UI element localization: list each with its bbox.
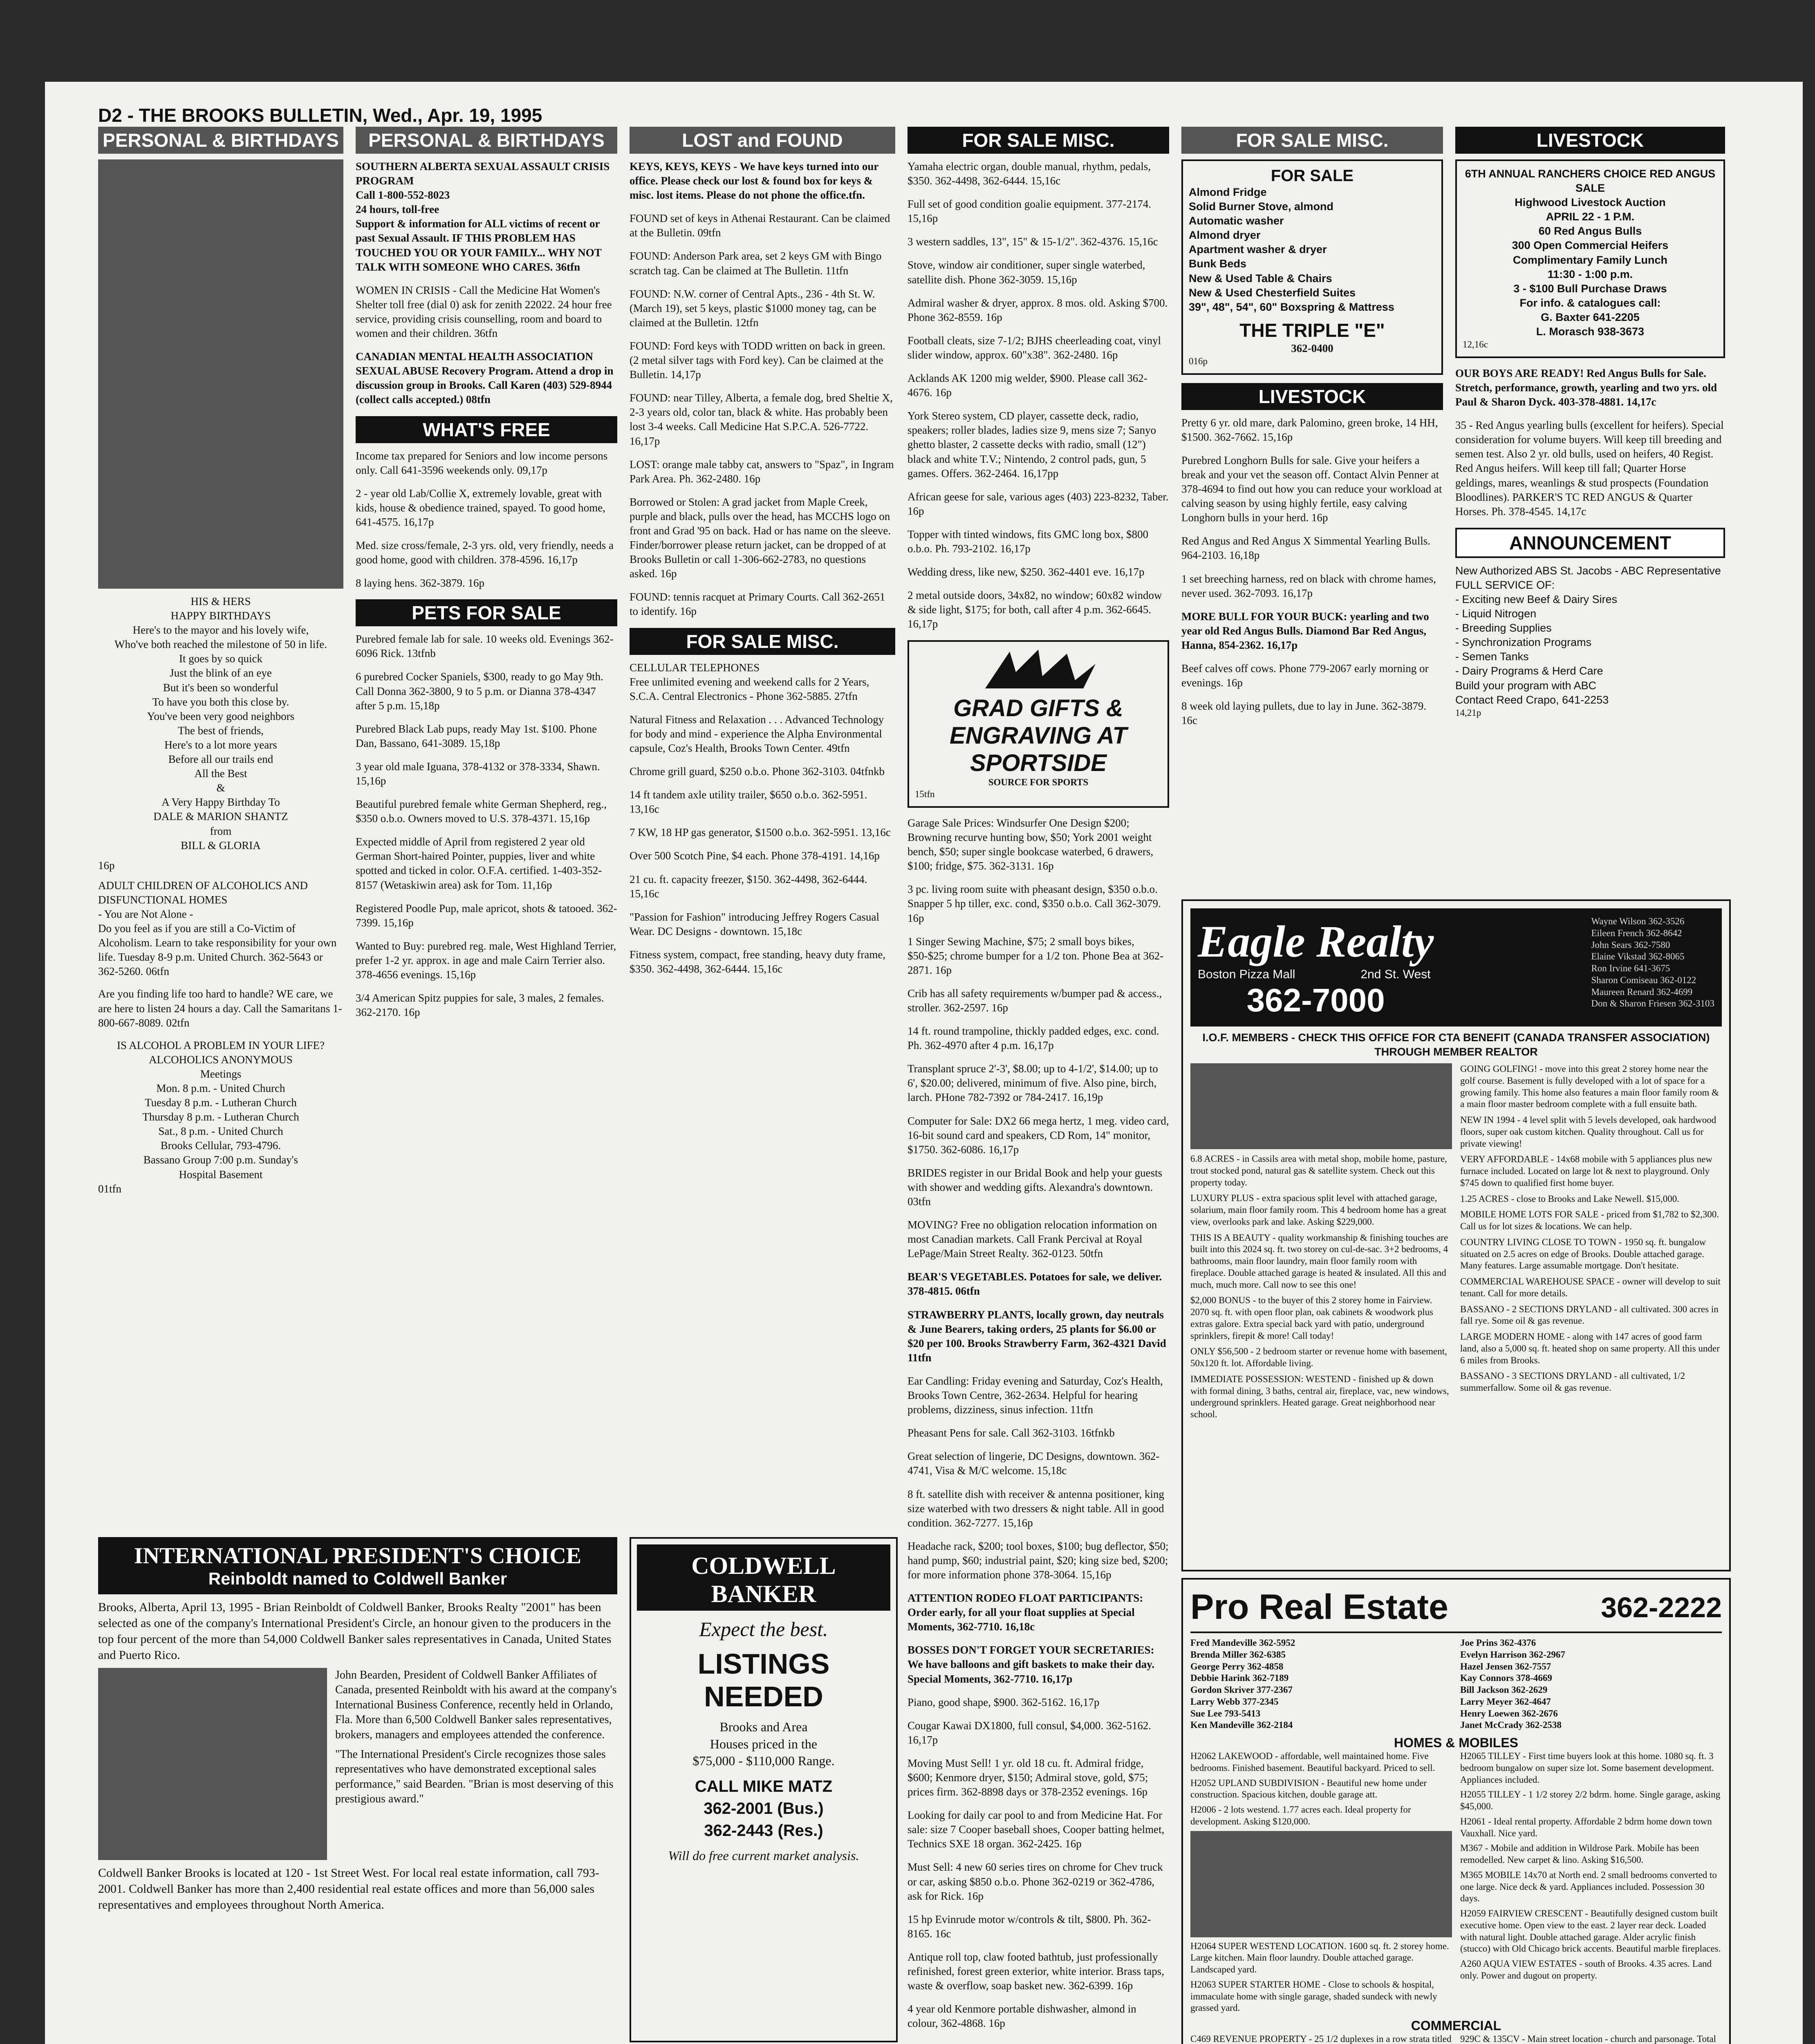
classified-ad: Acklands AK 1200 mig welder, $900. Please call 362-4676. 16p [908, 372, 1147, 399]
header-for-sale-2: FOR SALE MISC. [1181, 127, 1443, 154]
classified-ad: Computer for Sale: DX2 66 mega hertz, 1 meg. video card, 16-bit sound card and speakers, CD Rom, 14" monitor, $1750. 362-6086. 16,17p [908, 1114, 1169, 1156]
classified-ad: OUR BOYS ARE READY! Red Angus Bulls for Sale. Stretch, performance, growth, yearling and two yrs. old Paul & Sharon Dyck. 403-378-4881. 14,17c [1455, 367, 1717, 408]
classified-ad: SOUTHERN ALBERTA SEXUAL ASSAULT CRISIS PROGRAM Call 1-800-552-8023 24 hours, toll-free Support & information for ALL victims of recent or past Sexual Assault. IF THIS PROBLEM HAS TOUCHED YOU OR YOUR FAMILY... WHY NOT TALK WITH SOMEONE WHO CARES. 36tfn [356, 160, 610, 273]
classified-ad: Pretty 6 yr. old mare, dark Palomino, green broke, 14 HH, $1500. 362-7662. 15,16p [1181, 416, 1438, 443]
classified-ad: WOMEN IN CRISIS - Call the Medicine Hat Women's Shelter toll free (dial 0) ask for zenith 22022. 24 hour free service, providing crisis counselling, room and board to women and their children. 36tfn [356, 284, 612, 340]
classified-ad: Beef calves off cows. Phone 779-2067 early morning or evenings. 16p [1181, 662, 1429, 689]
classified-ad: Antique roll top, claw footed bathtub, just professionally refinished, forest green exterior, white interior. Brass taps, waste & overflow, soap basket new. 362-6399. 16p [908, 1950, 1164, 1992]
listing: A260 AQUA VIEW ESTATES - south of Brooks. 4.35 acres. Land only. Power and dugout on property. [1460, 1959, 1712, 1981]
classified-ad: BEAR'S VEGETABLES. Potatoes for sale, we deliver. 378-4815. 06tfn [908, 1271, 1162, 1298]
classified-ad: 1 set breeching harness, red on black with chrome hames, never used. 362-7093. 16,17p [1181, 572, 1436, 599]
listing: H2059 FAIRVIEW CRESCENT - Beautifully designed custom built executive home. Open view to the east. 2 layer rear deck. Loaded with natural light. Double attached garage. Alder acrylic finish (stucco) with Old Chicago brick accents. Beautiful marble fireplaces. [1460, 1908, 1721, 1954]
classified-ad: Garage Sale Prices: Windsurfer One Design $200; Browning recurve hunting bow, $50; York 2001 weight bench, $50; super single bookcase waterbed, 6 drawers, $100; fridge, $75. 362-3131. 16p [908, 816, 1154, 872]
coldwell-tagline: Expect the best. [699, 1618, 828, 1641]
classified-ad: Topper with tinted windows, fits GMC long box, $800 o.b.o. Ph. 793-2102. 16,17p [908, 528, 1149, 555]
classified-ad: Registered Poodle Pup, male apricot, shots & tatooed. 362-7399. 15,16p [356, 902, 617, 929]
classified-ad: 2 metal outside doors, 34x82, no window; 60x82 window & side light, $175; for both, call after 4 p.m. 362-6645. 16,17p [908, 589, 1162, 630]
president-body-1: John Bearden, President of Coldwell Banker Affiliates of Canada, presented Reinboldt with his award at the company's International Business Conference, recently held in Orlando, Fla. More than 6,500 Coldwell Banker sales representatives, brokers, managers and employees attended the conference. [335, 1669, 617, 1741]
classified-ad: STRAWBERRY PLANTS, locally grown, day neutrals & June Bearers, taking orders, 25 plants for $6.00 or $20 per 100. Brooks Strawberry Farm, 362-4321 David 11tfn [908, 1308, 1166, 1364]
listing: COMMERCIAL WAREHOUSE SPACE - owner will develop to suit tenant. Call for more details. [1460, 1276, 1721, 1298]
ranchers-choice-text: 6TH ANNUAL RANCHERS CHOICE RED ANGUS SALE Highwood Livestock Auction APRIL 22 - 1 P.M. 60 Red Angus Bulls 300 Open Commercial Heifers Complimentary Family Lunch 11:30 - 1:00 p.m. 3 - $100 Bull Purchase Draws For info. & catalogues call: G. Baxter 641-2205 L. Morasch 938-3673 [1465, 168, 1716, 338]
reinboldt-photo [98, 1668, 327, 1860]
listing: BASSANO - 3 SECTIONS DRYLAND - all cultivated, 1/2 summerfallow. Some oil & gas revenue. [1460, 1371, 1685, 1393]
classified-ad: 8 laying hens. 362-3879. 16p [356, 577, 484, 589]
listing: GOING GOLFING! - move into this great 2 storey home near the golf course. Basement is fully developed with a lot of space for a growing family. This home also features a main floor family room & a main floor master bedroom complete with a full ensuite bath. [1460, 1064, 1719, 1109]
listing: IMMEDIATE POSSESSION: WESTEND - finished up & down with formal dining, 3 baths, central air, fireplace, vac, new windows, underground sprinklers. Heated garage. Great neighborhood near school. [1190, 1374, 1449, 1420]
classified-ad: MORE BULL FOR YOUR BUCK: yearling and two year old Red Angus Bulls. Diamond Bar Red Angus, Hanna, 854-2362. 16,17p [1181, 610, 1429, 651]
classified-ad: LOST: orange male tabby cat, answers to "Spaz", in Ingram Park Area. Ph. 362-2480. 16p [630, 458, 894, 485]
triple-e-ad [1181, 159, 1443, 375]
header-lost-found: LOST and FOUND [630, 127, 895, 154]
adult-children-ad: ADULT CHILDREN OF ALCOHOLICS AND DISFUNCTIONAL HOMES - You are Not Alone - Do you feel as if you are still a Co-Victim of Alcoholism. Learn to take responsibility for your own life. Tuesday 8-9 p.m. United Church. 362-5643 or 362-5260. 06tfn [98, 879, 337, 978]
classified-ad: Med. size cross/female, 2-3 yrs. old, very friendly, needs a good home, good with children. 378-4596. 16,17p [356, 539, 614, 566]
classified-ad: FOUND set of keys in Athenai Restaurant. Can be claimed at the Bulletin. 09tfn [630, 212, 890, 239]
triple-e-items: Almond Fridge Solid Burner Stove, almond Automatic washer Almond dryer Apartment washer & dryer Bunk Beds New & Used Table & Chairs New & Used Chesterfield Suites 39", 48", 54", 60" Boxspring & Mattress [1189, 186, 1394, 313]
classified-ad: Fitness system, compact, free standing, heavy duty frame, $350. 362-4498, 362-6444. 15,16c [630, 948, 886, 975]
coldwell-logo: COLDWELL BANKER [637, 1544, 890, 1611]
classified-ad: Pheasant Pens for sale. Call 362-3103. 16tfnkb [908, 1427, 1115, 1439]
classified-ad: Chrome grill guard, $250 o.b.o. Phone 362-3103. 04tfnkb [630, 765, 885, 778]
classified-ad: 21 cu. ft. capacity freezer, $150. 362-4498, 362-6444. 15,16c [630, 873, 867, 900]
listing: M365 MOBILE 14x70 at North end. 2 small bedrooms converted to one large. Nice deck & yard. Appliances included. Possession 30 days. [1460, 1869, 1717, 1904]
header-for-sale-1: FOR SALE MISC. [908, 127, 1169, 154]
listing: ONLY $56,500 - 2 bedroom starter or revenue home with basement, 50x120 ft. lot. Affordable living. [1190, 1346, 1447, 1369]
code-01tfn: 01tfn [98, 1182, 121, 1195]
classified-ad: BOSSES DON'T FORGET YOUR SECRETARIES: We have balloons and gift baskets to make their day. Special Moments, 362-7710. 16,17p [908, 1644, 1155, 1685]
eagle-photo [1190, 1063, 1452, 1149]
classified-ad: Piano, good shape, $900. 362-5162. 16,17p [908, 1696, 1100, 1708]
pro-real-estate-ad [1181, 1578, 1731, 2044]
classified-ad: FOUND: Anderson Park area, set 2 keys GM with Bingo scratch tag. Can be claimed at The Bulletin. 11tfn [630, 250, 882, 277]
pro-agents-left: Fred Mandeville 362-5952 Brenda Miller 362-6385 George Perry 362-4858 Debbie Harink 362-7189 Gordon Skriver 377-2367 Larry Webb 377-2345 Sue Lee 793-5413 Ken Mandeville 362-2184 [1190, 1638, 1295, 1730]
classified-ad: African geese for sale, various ages (403) 223-8232, Taber. 16p [908, 490, 1169, 517]
president-body-3: Coldwell Banker Brooks is located at 120 - 1st Street West. For local real estate information, call 793-2001. Coldwell Banker has more than 2,400 residential real estate offices and more than 56,000 sales representatives and employees throughout North America. [98, 1866, 599, 1912]
samaritans-ad: Are you finding life too hard to handle? WE care, we are here to listen 24 hours a day. Call the Samaritans 1-800-667-8089. 02tfn [98, 988, 342, 1029]
code-16p: 16p [98, 859, 115, 872]
classified-ad: 3/4 American Spitz puppies for sale, 3 males, 2 females. 362-2170. 16p [356, 992, 604, 1019]
col-for-sale-1 [908, 127, 1169, 2044]
classified-ad: Yamaha electric organ, double manual, rhythm, pedals, $350. 362-4498, 362-6444. 15,16c [908, 160, 1151, 187]
classified-ad: 15 hp Evinrude motor w/controls & tilt, $800. Ph. 362-8165. 16c [908, 1913, 1151, 1940]
triple-e-code: 016p [1189, 356, 1208, 366]
header-pets: PETS FOR SALE [356, 599, 617, 626]
listing: $2,000 BONUS - to the buyer of this 2 storey home in Fairview. 2070 sq. ft. with open floor plan, oak cabinets & woodwork plus extras galore. Extra special back yard with patio, underground sprinklers, firepit & more! Call today! [1190, 1295, 1434, 1341]
header-personal-1: PERSONAL & BIRTHDAYS [98, 127, 343, 154]
coldwell-listings-ad [630, 1537, 898, 2042]
pro-photo-1 [1190, 1831, 1452, 1937]
newspaper-page [45, 82, 1803, 2044]
president-lead: Brooks, Alberta, April 13, 1995 - Brian Reinboldt of Coldwell Banker, Brooks Realty "2001" has been selected as one of the company's International President's Circle, an honour given to the producers in the top four percent of the more than 54,000 Coldwell Banker sales representatives in Canada, United States and Puerto Rico. [98, 1600, 612, 1662]
classified-ad: Red Angus and Red Angus X Simmental Yearling Bulls. 964-2103. 16,18p [1181, 535, 1431, 562]
eagle-left: Boston Pizza Mall [1198, 968, 1295, 981]
president-subtitle: Reinboldt named to Coldwell Banker [208, 1569, 507, 1588]
classified-ad: Full set of good condition goalie equipment. 377-2174. 15,16p [908, 198, 1152, 225]
classified-ad: Great selection of lingerie, DC Designs, downtown. 362-4741, Visa & M/C welcome. 15,18c [908, 1450, 1160, 1477]
classified-ad: Moving Must Sell! 1 yr. old 18 cu. ft. Admiral fridge, $600; Kenmore dryer, $150; Admiral stove, gold, $75; prices firm. 362-8898 days or 378-2352 evenings. 16p [908, 1757, 1148, 1798]
classified-ad: BRIDES register in our Bridal Book and help your guests with shower and wedding gifts. Alexandra's downtown. 03tfn [908, 1166, 1163, 1208]
classified-ad: Borrowed or Stolen: A grad jacket from Maple Creek, purple and black, pulls over the head, has MCCHS logo on front and Grad '95 on back. Had or has name on the sleeve. Finder/borrower please return jacket, can be dropped of at Brooks Bulletin or call 1-306-662-2783, no questions asked. 16p [630, 495, 891, 580]
eagle-realty-ad [1181, 899, 1731, 1571]
classified-ad: 14 ft. round trampoline, thickly padded edges, exc. cond. Ph. 362-4970 after 4 p.m. 16,17p [908, 1025, 1159, 1052]
eagle-title: Eagle Realty [1198, 917, 1434, 966]
classified-ad: Wedding dress, like new, $250. 362-4401 eve. 16,17p [908, 566, 1145, 578]
sportside-code: 15tfn [915, 789, 935, 800]
birthday-poem: HIS & HERS HAPPY BIRTHDAYS Here's to the mayor and his lovely wife, Who've both reached the milestone of 50 in life. It goes by so quick Just the blink of an eye But it's been so wonderful To have you both this close by. You've been very good neighbors The best of friends, Here's to a lot more years Before all our trails end All the Best & A Very Happy Birthday To DALE & MARION SHANTZ from BILL & GLORIA [114, 595, 327, 852]
classified-ad: 8 week old laying pullets, due to lay in June. 362-3879. 16c [1181, 700, 1427, 727]
listing: H2055 TILLEY - 1 1/2 storey 2/2 bdrm. home. Single garage, asking $45,000. [1460, 1789, 1721, 1811]
classified-ad: 14 ft tandem axle utility trailer, $650 o.b.o. 362-5951. 13,16c [630, 789, 867, 816]
trophy-icon [977, 648, 1100, 693]
col-livestock-1 [1455, 127, 1725, 924]
classified-ad: "Passion for Fashion" introducing Jeffrey Rogers Casual Wear. DC Designs - downtown. 15,18c [630, 910, 879, 937]
classified-ad: 7 KW, 18 HP gas generator, $1500 o.b.o. 362-5951. 13,16c [630, 826, 891, 839]
pro-phone: 362-2222 [1601, 1591, 1722, 1623]
classified-ad: ATTENTION RODEO FLOAT PARTICIPANTS: Order early, for all your float supplies at Special Moments, 362-7710. 16,18c [908, 1592, 1143, 1633]
classified-ad: Wanted to Buy: purebred reg. male, West Highland Terrier, prefer 1-2 yr. approx. in age and male Cairn Terrier also. 378-4656 evenings. 15,16p [356, 939, 616, 981]
listing: H2061 - Ideal rental property. Affordable 2 bdrm home down town Vauxhall. Nice yard. [1460, 1816, 1712, 1838]
eagle-right: 2nd St. West [1360, 968, 1431, 981]
listing: 1.25 ACRES - close to Brooks and Lake Newell. $15,000. [1460, 1193, 1679, 1204]
listing: LUXURY PLUS - extra spacious split level with attached garage, solarium, main floor family room. This 4 bedroom home has a great view, overlooks park and lake. Asking $229,000. [1190, 1193, 1447, 1227]
classified-ad: 6 purebred Cocker Spaniels, $300, ready to go May 9th. Call Donna 362-3800, 9 to 5 p.m. or Dianna 378-4347 after 5 p.m. 15,18p [356, 670, 603, 712]
triple-e-title: FOR SALE [1270, 167, 1354, 185]
classified-ad: Over 500 Scotch Pine, $4 each. Phone 378-4191. 14,16p [630, 849, 880, 862]
header-livestock-2: LIVESTOCK [1181, 383, 1443, 410]
pro-title: Pro Real Estate [1190, 1587, 1448, 1627]
classified-ad: Transplant spruce 2'-3', $8.00; up to 4-1/2', $14.00; up to 6', $20.00; delivered, minimum of five. Also pine, birch, larch. PHone 782-7392 or 784-2417. 16,19p [908, 1062, 1158, 1104]
classified-ad: FOUND: Ford keys with TODD written on back in green. (2 metal silver tags with Ford key). Can be claimed at the Bulletin. 14,17p [630, 339, 885, 381]
classified-ad: Ear Candling: Friday evening and Saturday, Coz's Health, Brooks Town Centre, 362-2634. Helpful for hearing problems, dizziness, sinus infection. 11tfn [908, 1374, 1163, 1416]
listing: BASSANO - 2 SECTIONS DRYLAND - all cultivated. 300 acres in fall rye. Some oil & gas revenue. [1460, 1304, 1719, 1326]
listing: H2064 SUPER WESTEND LOCATION. 1600 sq. ft. 2 storey home. Large kitchen. Main floor laundry. Double attached garage. Landscaped yard. [1190, 1941, 1449, 1975]
classified-ad: 1 Singer Sewing Machine, $75; 2 small boys bikes, $50-$25; chrome bumper for a 1/2 ton. Phone Bea at 362-2871. 16p [908, 935, 1164, 976]
listing: C469 REVENUE PROPERTY - 25 1/2 duplexes in a row strata titled [1190, 2034, 1452, 2044]
classified-ad: FOUND: tennis racquet at Primary Courts. Call 362-2651 to identify. 16p [630, 591, 885, 618]
masthead: D2 - THE BROOKS BULLETIN, Wed., Apr. 19, 1995 [98, 105, 542, 126]
header-for-sale-3: FOR SALE MISC. [630, 628, 895, 655]
announcement-code: 14,21p [1455, 707, 1481, 718]
header-personal-2: PERSONAL & BIRTHDAYS [356, 127, 617, 154]
listing: H2062 LAKEWOOD - affordable, well maintained home. Five bedrooms. Finished basement. Beautiful backyard. Priced to sell. [1190, 1751, 1435, 1773]
pro-agents-right: Joe Prins 362-4376 Evelyn Harrison 362-2967 Hazel Jensen 362-7557 Kay Connors 378-4669 Bill Jackson 362-2629 Larry Meyer 362-4647 Henry Loewen 362-2676 Janet McCrady 362-2538 [1460, 1638, 1565, 1730]
col-personal-2 [356, 127, 617, 1566]
classified-ad: Income tax prepared for Seniors and low income persons only. Call 641-3596 weekends only. 09,17p [356, 449, 608, 476]
classified-ad: FOUND: N.W. corner of Central Apts., 236 - 4th St. W. (March 19), set 5 keys, plastic $1000 money tag, can be claimed at the Bulletin. 12tfn [630, 287, 876, 329]
classified-ad: Admiral washer & dryer, approx. 8 mos. old. Asking $700. Phone 362-8559. 16p [908, 296, 1168, 323]
listing: MOBILE HOME LOTS FOR SALE - priced from $1,782 to $2,300. Call us for lot sizes & locations. We can help. [1460, 1209, 1719, 1232]
classified-ad: Purebred Longhorn Bulls for sale. Give your heifers a break and your vet the season off. Contact Alvin Penner at 378-4694 to find out how you can reduce your workload at calving season by using highly fertile, easy calving Longhorn bulls in your herd. 16p [1181, 454, 1442, 524]
sportside-ad [908, 640, 1169, 808]
col-personal-1 [98, 127, 343, 1566]
classified-ad: 4 year old Kenmore portable dishwasher, almond in colour, 362-4868. 16p [908, 2003, 1136, 2030]
listing: 6.8 ACRES - in Cassils area with metal shop, mobile home, pasture, trout stocked pond, natural gas & satellite system. Check out this property today. [1190, 1154, 1447, 1188]
classified-ad: Expected middle of April from registered 2 year old German Short-haired Pointer, puppies, liver and white spotted and ticked in color. O.F.A. certified. 1-403-352-8157 (Wetaskiwin area) ask for Tom. 11,16p [356, 836, 602, 891]
classified-ad: 8 ft. satellite dish with receiver & antenna positioner, king size waterbed with two dressers & night table. All in good condition. 362-7277. 15,16p [908, 1488, 1165, 1529]
classified-ad: Purebred female lab for sale. 10 weeks old. Evenings 362-6096 Rick. 13tfnb [356, 633, 614, 660]
classified-ad: Cougar Kawai DX1800, full consul, $4,000. 362-5162. 16,17p [908, 1719, 1152, 1746]
classified-ad: Stove, window air conditioner, super single waterbed, satellite dish. Phone 362-3059. 15,16p [908, 259, 1145, 286]
listings-text: Brooks and Area Houses priced in the $75,000 - $110,000 Range. [692, 1719, 835, 1768]
listings-title: LISTINGS NEEDED [697, 1648, 830, 1712]
birthday-photo [98, 159, 343, 589]
listing: NEW IN 1994 - 4 level split with 5 levels developed, oak hardwood floors, super oak custom kitchen. Quality throughout. Call us for private viewing! [1460, 1115, 1716, 1149]
classified-ad: 35 - Red Angus yearling bulls (excellent for heifers). Special consideration for volume buyers. Will keep till breeding and semen test. Also 2 yr. old bulls, used on heifers, 40 Regist. Red Angus heifers. Will keep till fall; Quarter Horse geldings, mares, weanlings & stud prospects (Foundation Bloodlines). PARKER'S TC RED ANGUS & Quarter Horses. Ph. 378-4545. 14,17c [1455, 419, 1724, 518]
sportside-sub: SOURCE FOR SPORTS [988, 777, 1089, 788]
eagle-agents: Wayne Wilson 362-3526 Eileen French 362-8642 John Sears 362-7580 Elaine Vikstad 362-8065 Ron Irvine 641-3675 Sharon Comiseau 362-0122 Maureen Renard 362-4699 Don & Sharon Friesen 362-3103 [1591, 916, 1714, 1009]
classified-ad: MOVING? Free no obligation relocation information on most Canadian markets. Call Frank Percival at Royal LePage/Main Street Realty. 362-0123. 50tfn [908, 1219, 1157, 1260]
pro-homes-header: HOMES & MOBILES [1394, 1735, 1518, 1750]
classified-ad: Looking for daily car pool to and from Medicine Hat. For sale: size 7 Cooper baseball shoes, Cooper batting helmet, Technics SXE 18 organ. 362-2425. 16p [908, 1809, 1165, 1850]
classified-ad: 3 pc. living room suite with pheasant design, $350 o.b.o. Snapper 5 hp tiller, exc. cond, $350 o.b.o. Call 362-3079. 16p [908, 883, 1161, 924]
header-announcement: ANNOUNCEMENT [1455, 528, 1725, 558]
classified-ad: KEYS, KEYS, KEYS - We have keys turned into our office. Please check our lost & found box for keys & misc. lost items. Please do not phone the office.tfn. [630, 160, 878, 202]
classified-ad: FOUND: near Tilley, Alberta, a female dog, bred Sheltie X, 2-3 years old, color tan, black & white. Has probably been lost 3-4 weeks. Call Medicine Hat S.P.C.A. 526-7722. 16,17p [630, 392, 893, 447]
classified-ad: Football cleats, size 7-1/2; BJHS cheerleading coat, vinyl slider window, approx. 60"x38". 362-2480. 16p [908, 334, 1161, 361]
classified-ad: 2 - year old Lab/Collie X, extremely lovable, great with kids, house & obedience trained, spayed. To good home, 641-4575. 16,17p [356, 487, 605, 528]
classified-ad: 3 western saddles, 13", 15" & 15-1/2". 362-4376. 15,16c [908, 235, 1158, 248]
classified-ad: Natural Fitness and Relaxation . . . Advanced Technology for body and mind - experience the Alpha Environmental capsule, Coz's Health, Brooks Town Center. 49tfn [630, 713, 884, 754]
eagle-phone: 362-7000 [1246, 982, 1385, 1018]
col-lost-found [630, 127, 895, 1566]
classified-ad: Headache rack, $200; tool boxes, $100; bug deflector, $50; hand pump, $60; industrial paint, $20; king size bed, $200; for more information phone 378-3064. 15,16p [908, 1540, 1169, 1581]
classified-ad: CANADIAN MENTAL HEALTH ASSOCIATION SEXUAL ABUSE Recovery Program. Attend a drop in discussion group in Brooks. Call Karen (403) 529-8944 (collect calls accepted.) 08tfn [356, 350, 614, 406]
classified-ad: Beautiful purebred female white German Shepherd, reg., $350 o.b.o. Owners moved to U.S. 378-4371. 15,16p [356, 798, 607, 825]
listing: COUNTRY LIVING CLOSE TO TOWN - 1950 sq. ft. bungalow situated on 2.5 acres on edge of Brooks. Double attached garage. Many features. Large assumable mortgage. Don't hesitate. [1460, 1237, 1706, 1271]
listing: H2006 - 2 lots westend. 1.77 acres each. Ideal property for development. Asking $120,000. [1190, 1804, 1411, 1827]
listings-call: CALL MIKE MATZ 362-2001 (Bus.) 362-2443 (Res.) [695, 1777, 833, 1840]
president-article [98, 1537, 617, 2028]
pro-commercial-header: COMMERCIAL [1411, 2018, 1501, 2033]
sportside-headline: GRAD GIFTS & ENGRAVING AT SPORTSIDE [950, 695, 1127, 777]
listing: H2063 SUPER STARTER HOME - Close to schools & hospital, immaculate home with single garage, shaded sundeck with newly grassed yard. [1190, 1979, 1437, 2013]
classified-ad: Must Sell: 4 new 60 series tires on chrome for Chev truck or car, asking $850 o.b.o. Phone 362-0219 or 362-4786, ask for Rick. 16p [908, 1861, 1163, 1902]
classified-ad: Crib has all safety requirements w/bumper pad & access., stroller. 362-2597. 16p [908, 987, 1162, 1014]
triple-e-name: THE TRIPLE "E" [1239, 319, 1385, 341]
header-livestock-1: LIVESTOCK [1455, 127, 1725, 154]
header-whats-free: WHAT'S FREE [356, 416, 617, 443]
col-for-sale-2 [1181, 127, 1443, 924]
classified-ad: Purebred Black Lab pups, ready May 1st. $100. Phone Dan, Bassano, 641-3089. 15,18p [356, 722, 597, 749]
listing: LARGE MODERN HOME - along with 147 acres of good farm land, also a 5,000 sq. ft. heated shop on same property. All this under 6 miles from Brooks. [1460, 1331, 1720, 1365]
alcoholics-ad: IS ALCOHOL A PROBLEM IN YOUR LIFE? ALCOHOLICS ANONYMOUS Meetings Mon. 8 p.m. - United Church Tuesday 8 p.m. - Lutheran Church Thursday 8 p.m. - Lutheran Church Sat., 8 p.m. - United Church Brooks Cellular, 793-4796. Bassano Group 7:00 p.m. Sunday's Hospital Basement [117, 1039, 325, 1181]
listing: THIS IS A BEAUTY - quality workmanship & finishing touches are built into this 2024 sq. ft. two storey on cul-de-sac. 3+2 bedrooms, 4 bathrooms, main floor laundry, main floor family room with fireplace. Double attached garage is heated & insulated. All this and much, much more. Call now to see this one! [1190, 1232, 1448, 1290]
listing: H2052 UPLAND SUBDIVISION - Beautiful new home under construction. Spacious kitchen, double garage att. [1190, 1777, 1427, 1800]
president-body-2: "The International President's Circle recognizes those sales representatives who have demonstrated exceptional sales performance," said Bearden. "Brian is most deserving of this prestigious award." [335, 1748, 614, 1806]
classified-ad: 3 year old male Iguana, 378-4132 or 378-3334, Shawn. 15,16p [356, 760, 600, 787]
eagle-banner: I.O.F. MEMBERS - CHECK THIS OFFICE FOR CTA BENEFIT (CANADA TRANSFER ASSOCIATION) THROUGH MEMBER REALTOR [1202, 1031, 1710, 1058]
president-banner: INTERNATIONAL PRESIDENT'S CHOICE [134, 1543, 582, 1569]
listing: 929C & 135CV - Main street location - church and parsonage. Total [1460, 2034, 1716, 2044]
listing: M367 - Mobile and addition in Wildrose Park. Mobile has been remodelled. New carpet & lino. Asking $16,500. [1460, 1843, 1699, 1865]
listings-note: Will do free current market analysis. [668, 1848, 859, 1863]
announcement-text: New Authorized ABS St. Jacobs - ABC Representative FULL SERVICE OF: - Exciting new Beef & Dairy Sires - Liquid Nitrogen - Breeding Supplies - Synchronization Programs - Semen Tanks - Dairy Programs & Herd Care Build your program with ABC Contact Reed Crapo, 641-2253 [1455, 564, 1721, 706]
ranchers-choice-ad [1455, 159, 1725, 358]
classified-ad: CELLULAR TELEPHONES Free unlimited evening and weekend calls for 2 Years, S.C.A. Central Electronics - Phone 362-5885. 27tfn [630, 661, 869, 702]
ranchers-choice-code: 12,16c [1463, 339, 1488, 350]
listing: VERY AFFORDABLE - 14x68 mobile with 5 appliances plus new furnace included. Located on large lot & next to playground. Only $745 down to qualified first home buyer. [1460, 1154, 1712, 1188]
listing: H2065 TILLEY - First time buyers look at this home. 1080 sq. ft. 3 bedroom bungalow on super size lot. Some basement development. Appliances included. [1460, 1751, 1714, 1785]
classified-ad: York Stereo system, CD player, cassette deck, radio, speakers; roller blades, ladies size 9, mens size 7; Sanyo ghetto blaster, 2 cassette decks with radio, small (12") black and white T.V.; Nintendo, 2 control pads, gun, 5 games. Offers. 362-2464. 16,17pp [908, 410, 1156, 480]
triple-e-phone: 362-0400 [1291, 342, 1333, 354]
